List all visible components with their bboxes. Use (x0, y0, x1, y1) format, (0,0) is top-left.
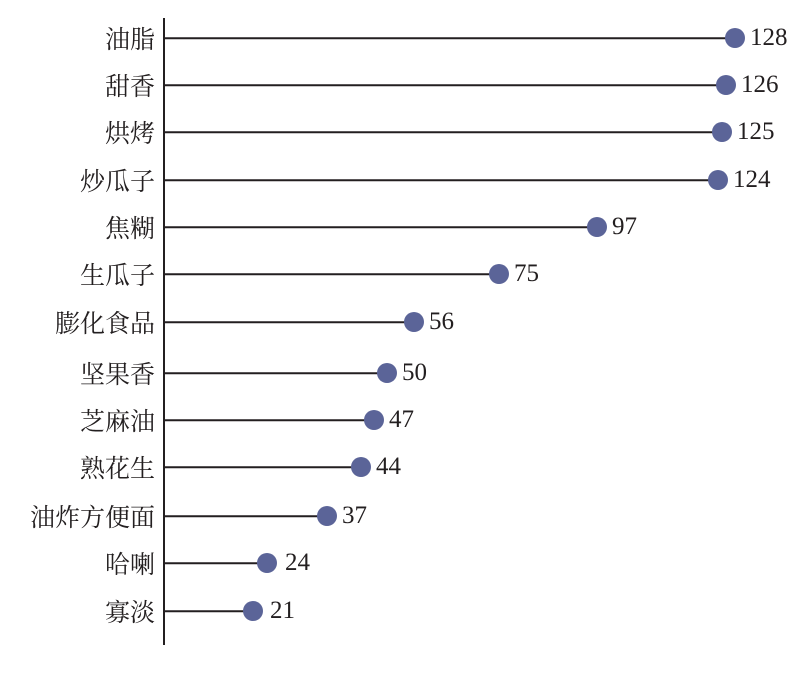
stem-line (165, 37, 735, 39)
stem-line (165, 273, 499, 275)
stem-line (165, 226, 597, 228)
data-point[interactable] (243, 601, 263, 621)
data-point[interactable] (489, 264, 509, 284)
data-point[interactable] (317, 506, 337, 526)
value-label: 56 (429, 308, 454, 335)
category-label: 寡淡 (104, 598, 155, 627)
value-label: 126 (741, 71, 779, 98)
category-label: 炒瓜子 (79, 167, 155, 196)
value-label: 97 (612, 213, 637, 240)
value-label: 21 (270, 597, 295, 624)
category-label: 熟花生 (79, 454, 155, 483)
category-label: 膨化食品 (54, 309, 155, 338)
value-label: 128 (750, 24, 788, 51)
category-label: 芝麻油 (79, 407, 155, 436)
category-label: 油脂 (104, 25, 155, 54)
stem-line (165, 84, 726, 86)
stem-line (165, 515, 327, 517)
stem-line (165, 131, 722, 133)
stem-line (165, 321, 414, 323)
value-label: 124 (733, 166, 771, 193)
value-label: 50 (402, 359, 427, 386)
value-label: 44 (376, 453, 401, 480)
category-label: 生瓜子 (79, 261, 155, 290)
data-point[interactable] (364, 410, 384, 430)
value-label: 75 (514, 260, 539, 287)
data-point[interactable] (716, 75, 736, 95)
stem-line (165, 179, 718, 181)
stem-line (165, 419, 374, 421)
value-label: 47 (389, 406, 414, 433)
category-label: 焦糊 (104, 214, 155, 243)
data-point[interactable] (377, 363, 397, 383)
stem-line (165, 610, 253, 612)
value-label: 125 (737, 118, 775, 145)
data-point[interactable] (257, 553, 277, 573)
data-point[interactable] (712, 122, 732, 142)
category-label: 甜香 (104, 72, 155, 101)
stem-line (165, 466, 361, 468)
y-axis-line (163, 18, 165, 645)
category-label: 油炸方便面 (29, 503, 155, 532)
category-label: 哈喇 (104, 550, 155, 579)
data-point[interactable] (404, 312, 424, 332)
data-point[interactable] (708, 170, 728, 190)
value-label: 37 (342, 502, 367, 529)
data-point[interactable] (587, 217, 607, 237)
category-label: 烘烤 (104, 119, 155, 148)
category-label: 坚果香 (79, 360, 155, 389)
stem-line (165, 562, 267, 564)
data-point[interactable] (351, 457, 371, 477)
stem-line (165, 372, 387, 374)
value-label: 24 (285, 549, 310, 576)
data-point[interactable] (725, 28, 745, 48)
